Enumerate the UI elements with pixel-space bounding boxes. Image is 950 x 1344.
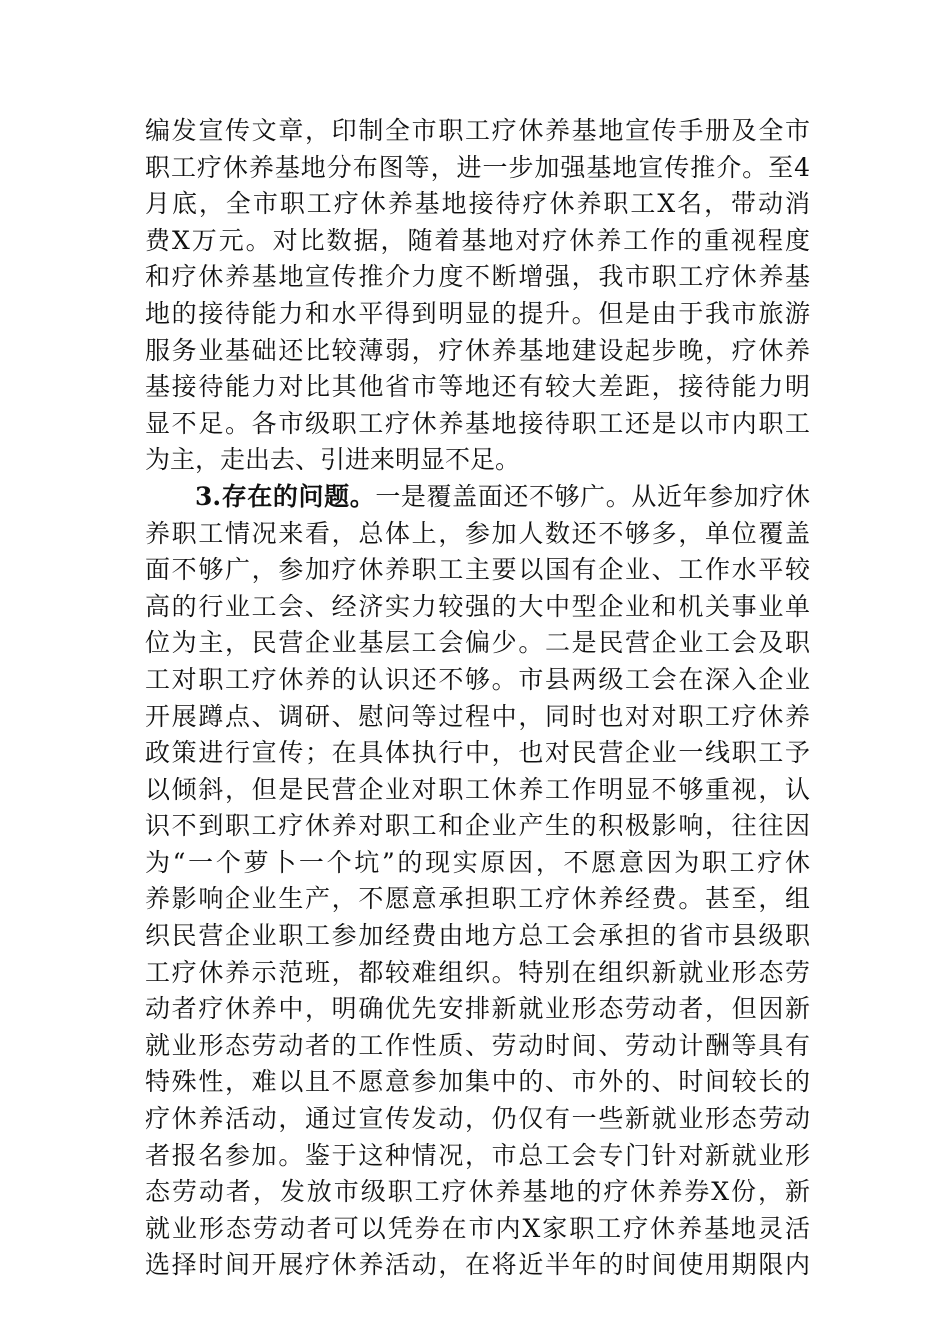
section-3-paragraph bbox=[145, 479, 810, 1284]
text-line: 地的接待能力和水平得到明显的提升。但是由于我市旅游 bbox=[145, 298, 810, 328]
text-line: 识不到职工疗休养对职工和企业产生的积极影响，往往因 bbox=[145, 811, 810, 841]
text-line: 动者疗休养中，明确优先安排新就业形态劳动者，但因新 bbox=[145, 994, 810, 1024]
text-line: 织民营企业职工参加经费由地方总工会承担的省市县级职 bbox=[145, 921, 810, 951]
text-line: 疗休养活动，通过宣传发动，仍仅有一些新就业形态劳动 bbox=[145, 1104, 810, 1134]
text-line: 就业形态劳动者的工作性质、劳动时间、劳动计酬等具有 bbox=[145, 1030, 810, 1060]
text-line: 基接待能力对比其他省市等地还有较大差距，接待能力明 bbox=[145, 372, 810, 402]
text-line: 态劳动者，发放市级职工疗休养基地的疗休养券X份，新 bbox=[145, 1177, 810, 1207]
text-line: 养职工情况来看，总体上，参加人数还不够多，单位覆盖 bbox=[145, 518, 810, 548]
text-line: 显不足。各市级职工疗休养基地接待职工还是以市内职工 bbox=[145, 408, 810, 438]
text-line: 开展蹲点、调研、慰问等过程中，同时也对对职工疗休养 bbox=[145, 701, 810, 731]
section-3-first-line-text: 一是覆盖面还不够广。从近年参加疗休 bbox=[375, 481, 810, 511]
text-line: 工对职工疗休养的认识还不够。市县两级工会在深入企业 bbox=[145, 664, 810, 694]
text-line: 就业形态劳动者可以凭券在市内X家职工疗休养基地灵活 bbox=[145, 1213, 810, 1243]
text-line: 为“一个萝卜一个坑”的现实原因，不愿意因为职工疗休 bbox=[145, 847, 810, 877]
text-line: 养影响企业生产，不愿意承担职工疗休养经费。甚至，组 bbox=[145, 884, 810, 914]
text-line: 职工疗休养基地分布图等，进一步加强基地宣传推介。至4 bbox=[145, 152, 810, 182]
text-line: 服务业基础还比较薄弱，疗休养基地建设起步晚，疗休养 bbox=[145, 335, 810, 365]
text-line: 以倾斜，但是民营企业对职工休养工作明显不够重视，认 bbox=[145, 774, 810, 804]
text-line: 为主，走出去、引进来明显不足。 bbox=[145, 445, 521, 475]
section-3-first-line bbox=[145, 479, 810, 516]
text-line: 特殊性，难以且不愿意参加集中的、市外的、时间较长的 bbox=[145, 1067, 810, 1097]
text-line: 面不够广，参加疗休养职工主要以国有企业、工作水平较 bbox=[145, 555, 810, 585]
text-line: 高的行业工会、经济实力较强的大中型企业和机关事业单 bbox=[145, 591, 810, 621]
section-3-heading: 3.存在的问题。 bbox=[195, 481, 376, 511]
body-text bbox=[145, 113, 810, 1284]
text-line: 编发宣传文章，印制全市职工疗休养基地宣传手册及全市 bbox=[145, 116, 810, 145]
text-line: 者报名参加。鉴于这种情况，市总工会专门针对新就业形 bbox=[145, 1140, 810, 1170]
text-line: 位为主，民营企业基层工会偏少。二是民营企业工会及职 bbox=[145, 628, 810, 658]
text-line: 费X万元。对比数据，随着基地对疗休养工作的重视程度 bbox=[145, 225, 810, 255]
text-line: 月底，全市职工疗休养基地接待疗休养职工X名，带动消 bbox=[145, 189, 810, 219]
text-line: 工疗休养示范班，都较难组织。特别在组织新就业形态劳 bbox=[145, 957, 810, 987]
text-line: 政策进行宣传；在具体执行中，也对民营企业一线职工予 bbox=[145, 738, 810, 768]
text-line: 和疗休养基地宣传推介力度不断增强，我市职工疗休养基 bbox=[145, 262, 810, 292]
text-line: 选择时间开展疗休养活动，在将近半年的时间使用期限内 bbox=[145, 1250, 810, 1280]
paragraph-1 bbox=[145, 113, 810, 479]
